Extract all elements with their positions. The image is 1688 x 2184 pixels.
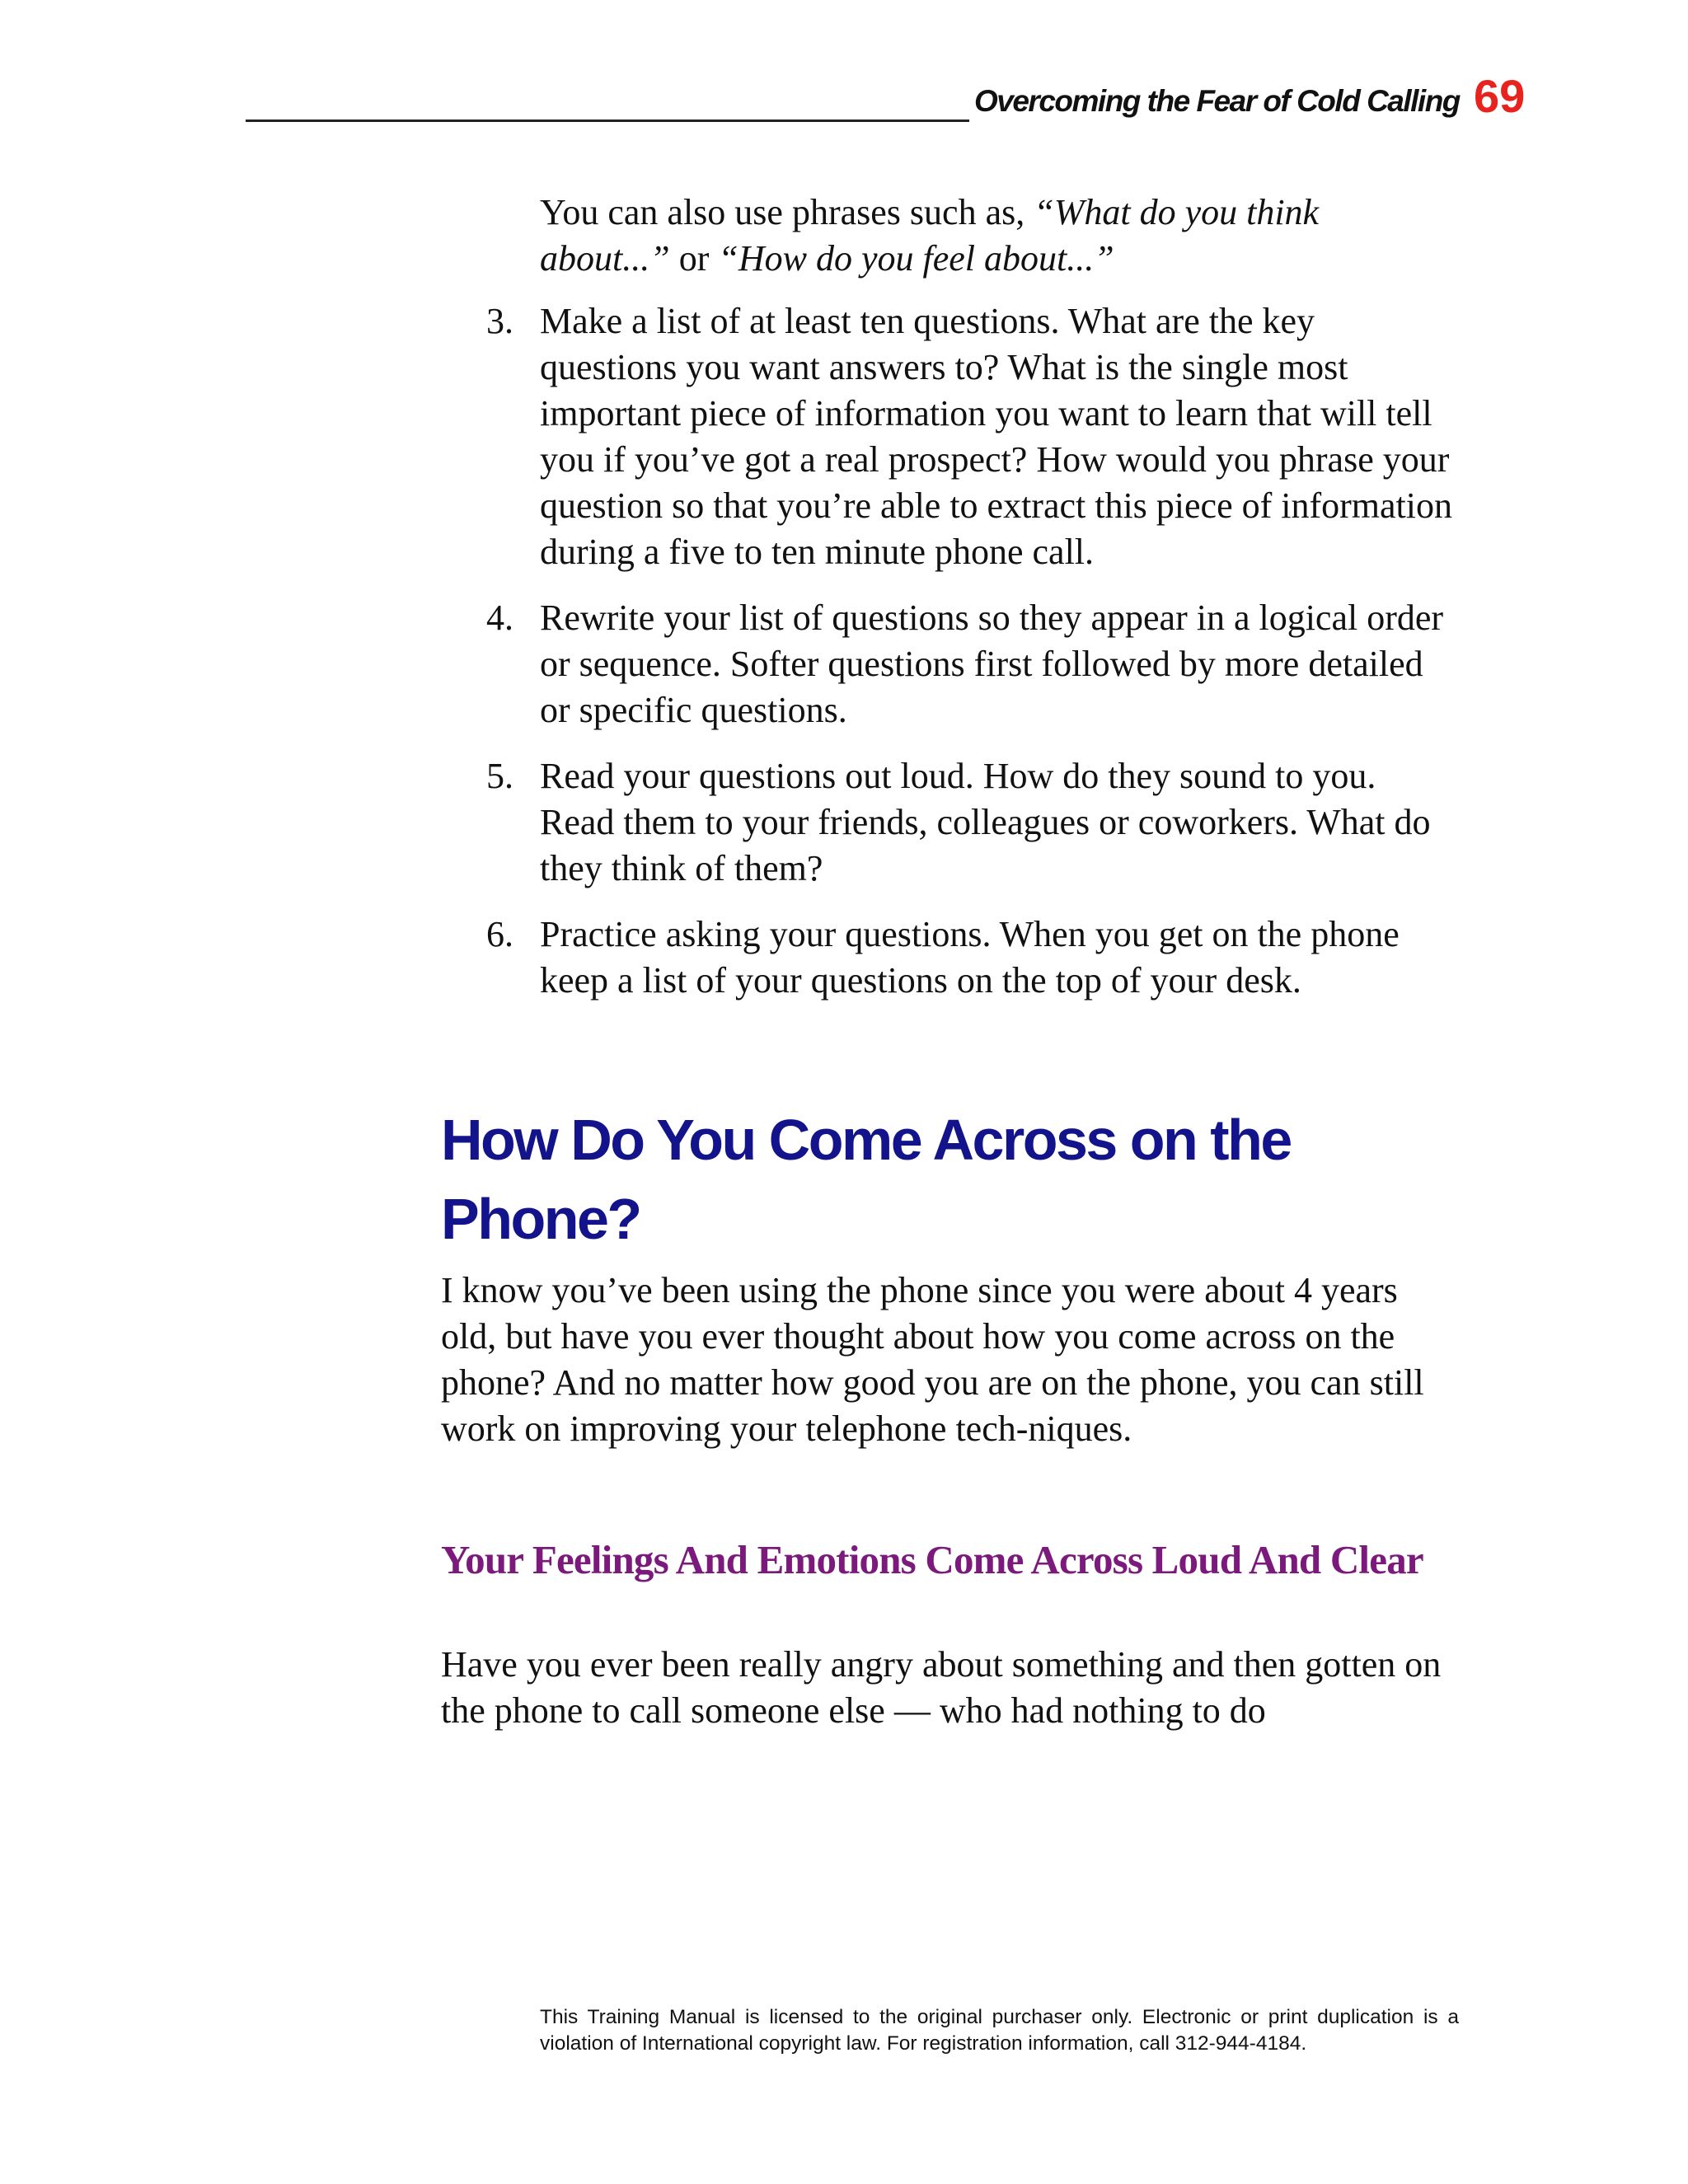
list-item [486,595,1455,733]
running-header [246,70,1543,132]
section-paragraph: I know you’ve been using the phone since you were about 4 years old, but have you ever thought about how you come across on the phone? And no matter how good you are on the phone, you can still work on improving your telephone tech-niques. [441,1270,1424,1449]
list-item-number: 4. [486,598,513,638]
list-item-number: 6. [486,914,513,954]
header-rule [246,120,969,122]
page-number: 69 [1474,70,1526,122]
continuation-intro: You can also use phrases such as, [540,192,1034,232]
example-phrase-2: “How do you feel about...” [718,238,1114,279]
license-notice: This Training Manual is licensed to the original purchaser only. Electronic or print duplication is a violation of International copyright law. For registration information, call 312-944-4184. [540,2006,1459,2055]
example-phrase-1: “What do you think about...” [540,192,1320,279]
continuation-paragraph [540,190,1455,282]
list-item [486,912,1455,1004]
running-title: Overcoming the Fear of Cold Calling [974,84,1460,118]
numbered-list [486,298,1455,1024]
section-heading: How Do You Come Across on the Phone? [441,1108,1291,1251]
list-item-text: Practice asking your questions. When you get on the phone keep a list of your questions on the top of your desk. [540,914,1400,1001]
subsection-paragraph: Have you ever been really angry about something and then gotten on the phone to call someone else — who had nothing to do [441,1644,1442,1731]
list-item [486,753,1455,892]
list-item-number: 5. [486,756,513,796]
list-item-text: Read your questions out loud. How do they sound to you. Read them to your friends, colleagues or coworkers. What do they think of them? [540,756,1431,888]
continuation-connector: or [669,238,719,279]
subsection-heading: Your Feelings And Emotions Come Across Loud And Clear [441,1537,1423,1582]
list-item [486,298,1455,575]
list-item-text: Make a list of at least ten questions. What are the key questions you want answers to? What is the single most important piece of information you want to learn that will tell you if you’ve got a real prospect? How would you phrase your question so that you’re able to extract this piece of information during a five to ten minute phone call. [540,301,1453,572]
list-item-text: Rewrite your list of questions so they appear in a logical order or sequence. Softer questions first followed by more detailed or specific questions. [540,598,1444,730]
list-item-number: 3. [486,301,513,341]
